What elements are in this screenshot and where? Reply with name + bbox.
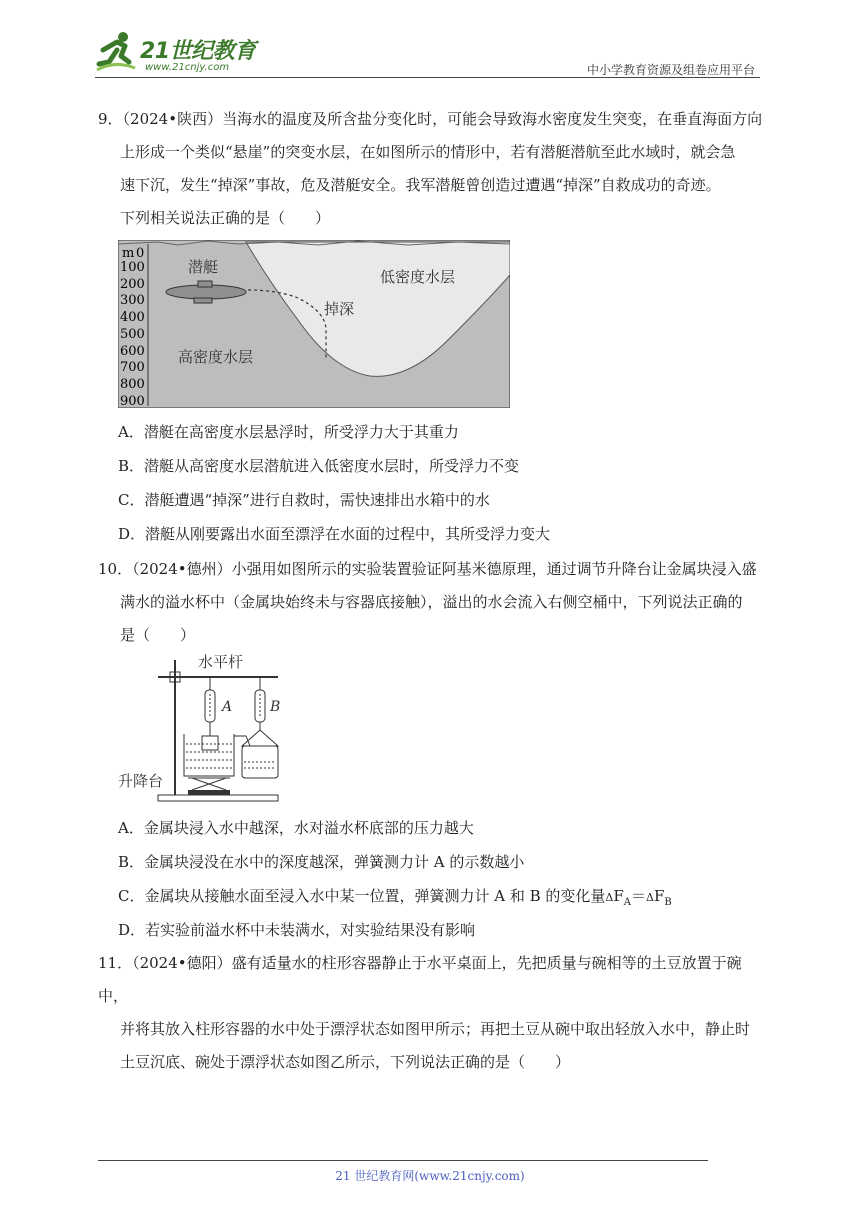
q11-line: 11．（2024•德阳）盛有适量水的柱形容器静止于水平桌面上，先把质量与碗相等的土豆放置于碗中， — [98, 954, 742, 1005]
depth-tick-label: 500 — [120, 327, 145, 342]
q9-line: 下列相关说法正确的是（ ） — [120, 209, 331, 227]
q11-line: 并将其放入柱形容器的水中处于漂浮状态如图甲所示；再把土豆从碗中取出轻放入水中，静止时 — [120, 1020, 751, 1038]
page-header — [0, 0, 860, 80]
depth-tick-label: 300 — [120, 293, 145, 308]
depth-tick-label: 400 — [120, 310, 145, 325]
depth-tick-label: 0 — [136, 246, 145, 261]
q9-option-d[interactable]: D．潜艇从刚要露出水面至漂浮在水面的过程中，其所受浮力变大 — [118, 525, 551, 543]
depth-tick-label: 100 — [120, 260, 145, 275]
q9-line: 上形成一个类似“悬崖”的突变水层，在如图所示的情形中，若有潜艇潜航至此水域时，就会急 — [120, 143, 736, 161]
q9-line: 9．（2024•陕西）当海水的温度及所含盐分变化时，可能会导致海水密度发生突变，在垂直海面方向 — [98, 110, 763, 128]
runner-logo-icon — [95, 30, 139, 74]
q10-option-b[interactable]: B．金属块浸没在水中的深度越深，弹簧测力计 A 的示数越小 — [118, 853, 525, 871]
depth-tick-label: 900 — [120, 394, 145, 408]
header-divider — [95, 77, 760, 78]
delta-symbol: Δ — [646, 891, 654, 904]
question-10-stem — [98, 553, 768, 652]
q10-option-c[interactable] — [118, 885, 672, 908]
depth-tick-label: 800 — [120, 377, 145, 392]
subscript-b: B — [664, 897, 672, 908]
site-logo[interactable] — [95, 30, 260, 80]
q10-option-d[interactable]: D．若实验前溢水杯中未装满水，对实验结果没有影响 — [118, 921, 476, 939]
q9-option-a[interactable]: A．潜艇在高密度水层悬浮时，所受浮力大于其重力 — [118, 423, 459, 441]
force-symbol: F — [613, 887, 624, 905]
low-density-label: 低密度水层 — [380, 268, 456, 286]
q9-option-c[interactable]: C．潜艇遭遇“掉深”进行自救时，需快速排出水箱中的水 — [118, 491, 490, 509]
q9-line: 速下沉，发生“掉深”事故，危及潜艇安全。我军潜艇曾创造过遭遇“掉深”自救成功的奇迹。 — [120, 176, 721, 194]
q10-option-c-text: C．金属块从接触水面至浸入水中某一位置，弹簧测力计 A 和 B 的变化量 — [118, 887, 606, 905]
q9-option-b[interactable]: B．潜艇从高密度水层潜航进入低密度水层时，所受浮力不变 — [118, 457, 520, 475]
question-9-stem — [98, 103, 768, 235]
q11-line: 土豆沉底、碗处于漂浮状态如图乙所示，下列说法正确的是（ ） — [120, 1053, 571, 1071]
q10-line: 满水的溢水杯中（金属块始终未与容器底接触），溢出的水会流入右侧空桶中，下列说法正确的 — [120, 593, 743, 611]
subscript-a: A — [623, 897, 632, 908]
platform-label: 升降台 — [118, 772, 164, 790]
depth-tick-label: 600 — [120, 344, 145, 359]
question-11-stem — [98, 947, 768, 1079]
depth-tick-label: 700 — [120, 360, 145, 375]
force-symbol: F — [654, 887, 665, 905]
q10-apparatus-figure — [118, 650, 288, 806]
logo-url: www.21cnjy.com — [145, 62, 230, 73]
scale-a-label: A — [222, 699, 233, 715]
depth-unit-label: m — [122, 246, 135, 261]
drop-label: 掉深 — [324, 300, 355, 318]
scale-b-label: B — [270, 699, 281, 715]
depth-tick-label: 200 — [120, 277, 145, 292]
footer-divider — [98, 1160, 708, 1161]
submarine-label: 潜艇 — [188, 258, 219, 276]
q10-line: 是（ ） — [120, 626, 196, 644]
metal-block — [202, 736, 218, 750]
footer-text[interactable]: 21 世纪教育网(www.21cnjy.com) — [335, 1169, 525, 1183]
delta-symbol: Δ — [605, 891, 614, 904]
header-tagline: 中小学教育资源及组卷应用平台 — [586, 63, 755, 77]
high-density-label: 高密度水层 — [178, 348, 254, 366]
logo-text: 21世纪教育 — [140, 39, 256, 64]
q10-line: 10．（2024•德州）小强用如图所示的实验装置验证阿基米德原理，通过调节升降台让金属块浸入盛 — [98, 560, 757, 578]
bar-label: 水平杆 — [198, 653, 244, 671]
q9-ocean-figure — [118, 240, 510, 408]
equals-sign: ＝ — [631, 887, 647, 905]
q10-option-a[interactable]: A．金属块浸入水中越深，水对溢水杯底部的压力越大 — [118, 819, 474, 837]
